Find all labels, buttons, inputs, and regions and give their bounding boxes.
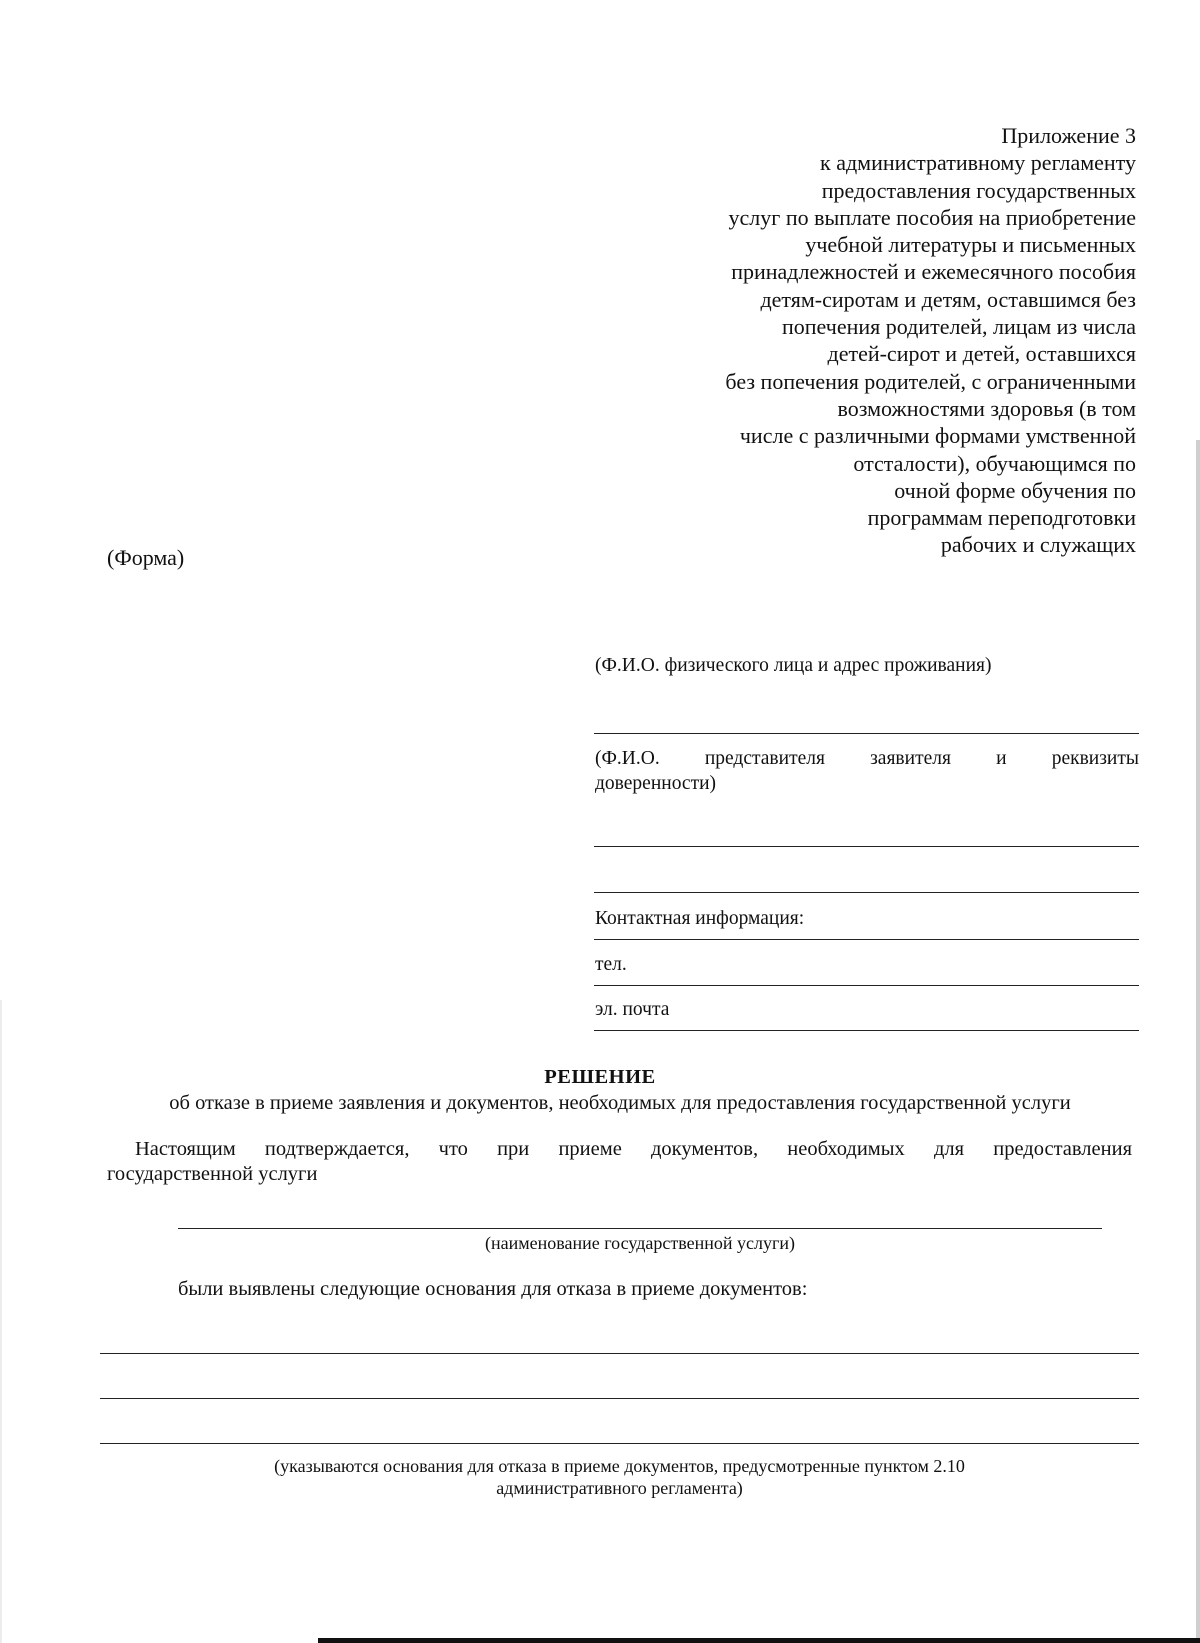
appendix-line: возможностями здоровья (в том bbox=[837, 395, 1136, 421]
decision-subtitle: об отказе в приеме заявления и документов, необходимых для предоставления государственной услуги bbox=[169, 1092, 1071, 1114]
representative-caption-line1: (Ф.И.О. представителя заявителя и реквизиты bbox=[595, 748, 1139, 769]
appendix-line: отсталости), обучающимся по bbox=[853, 450, 1136, 476]
appendix-line: программам переподготовки bbox=[867, 505, 1136, 531]
representative-caption-line2: доверенности) bbox=[595, 773, 717, 794]
grounds-line-2[interactable] bbox=[100, 1398, 1139, 1399]
appendix-line: услуг по выплате пособия на приобретение bbox=[728, 204, 1136, 230]
appendix-line: попечения родителей, лицам из числа bbox=[781, 314, 1136, 340]
service-name-caption: (наименование государственной услуги) bbox=[484, 1233, 796, 1253]
appendix-line: Приложение 3 bbox=[1001, 123, 1136, 148]
fio-address-line[interactable] bbox=[594, 733, 1139, 734]
decision-paragraph-line2: государственной услуги bbox=[107, 1163, 318, 1185]
representative-line-1[interactable] bbox=[594, 846, 1139, 847]
grounds-intro: были выявлены следующие основания для отказа в приеме документов: bbox=[178, 1278, 808, 1300]
grounds-line-1[interactable] bbox=[100, 1353, 1139, 1354]
scan-edge-bottom bbox=[318, 1638, 1200, 1643]
grounds-line-3[interactable] bbox=[100, 1443, 1139, 1444]
appendix-line: к административному регламенту bbox=[820, 150, 1136, 176]
appendix-line: детей-сирот и детей, оставшихся bbox=[827, 341, 1136, 367]
scan-edge-left bbox=[0, 1000, 2, 1643]
grounds-caption-line1: (указываются основания для отказа в приеме документов, предусмотренные пунктом 2.10 bbox=[274, 1456, 965, 1476]
form-label: (Форма) bbox=[107, 545, 185, 570]
phone-label: тел. bbox=[595, 954, 627, 975]
decision-paragraph bbox=[107, 1137, 1132, 1187]
scan-edge-right bbox=[1196, 440, 1200, 1643]
appendix-line: предоставления государственных bbox=[821, 177, 1136, 203]
representative-line-2[interactable] bbox=[594, 892, 1139, 893]
fio-address-caption: (Ф.И.О. физического лица и адрес проживания) bbox=[595, 655, 992, 676]
email-line[interactable] bbox=[594, 1030, 1139, 1031]
appendix-line: учебной литературы и письменных bbox=[805, 232, 1136, 258]
decision-title: РЕШЕНИЕ bbox=[544, 1066, 656, 1088]
appendix-line: без попечения родителей, с ограниченными bbox=[725, 368, 1136, 394]
grounds-caption bbox=[100, 1455, 1139, 1499]
appendix-line: числе с различными формами умственной bbox=[739, 423, 1136, 449]
service-name-line[interactable] bbox=[178, 1228, 1102, 1229]
representative-caption bbox=[595, 746, 1139, 796]
appendix-header bbox=[576, 122, 1136, 559]
contact-line[interactable] bbox=[594, 939, 1139, 940]
grounds-caption-line2: административного регламента) bbox=[496, 1478, 743, 1498]
contact-label: Контактная информация: bbox=[595, 908, 805, 929]
appendix-line: принадлежностей и ежемесячного пособия bbox=[731, 259, 1136, 285]
email-label: эл. почта bbox=[595, 999, 670, 1020]
phone-line[interactable] bbox=[594, 985, 1139, 986]
appendix-line: очной форме обучения по bbox=[894, 477, 1136, 503]
appendix-line: рабочих и служащих bbox=[940, 532, 1136, 558]
decision-paragraph-line1: Настоящим подтверждается, что при приеме документов, необходимых для предоставления bbox=[135, 1138, 1132, 1160]
appendix-line: детям-сиротам и детям, оставшимся без bbox=[760, 286, 1136, 312]
